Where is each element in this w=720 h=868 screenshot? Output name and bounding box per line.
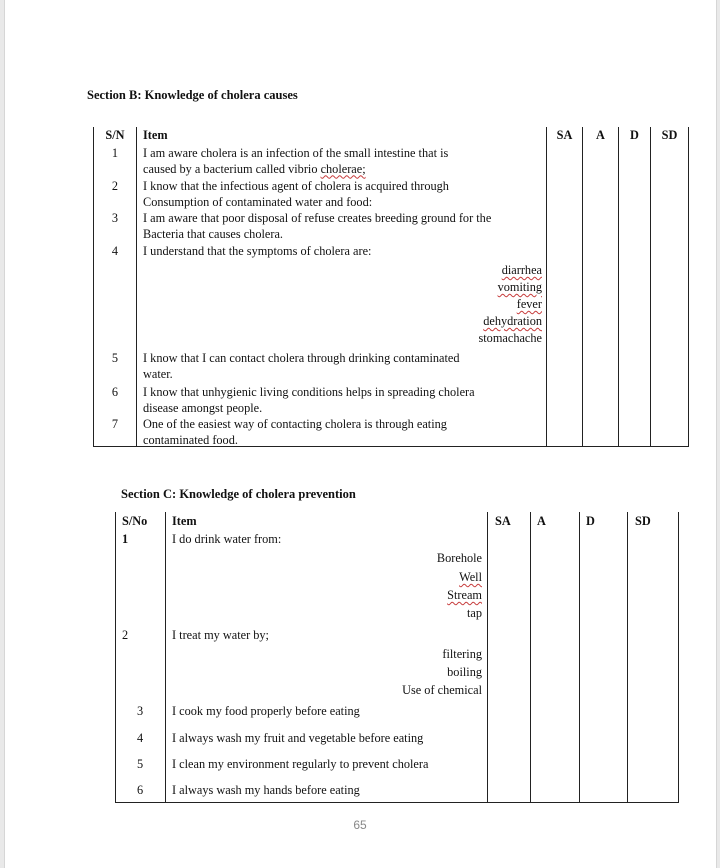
item-text: disease amongst people. [143, 400, 263, 415]
row-number: 4 [111, 244, 119, 258]
row-number: 2 [122, 628, 129, 642]
header-sa: SA [556, 128, 573, 142]
item-text: I am aware cholera is an infection of the small intestine that is [143, 146, 449, 160]
symptom-option: dehydration [483, 314, 542, 328]
symptom-option: vomiting [497, 280, 542, 294]
table-row: I always wash my hands before eating [172, 783, 360, 797]
table-row [143, 351, 460, 382]
header-d: D [630, 128, 639, 142]
water-source-option: Borehole [436, 551, 482, 565]
item-text: I know that the infectious agent of cholera is acquired through [143, 179, 449, 193]
row-number: 6 [111, 385, 119, 399]
header-sd: SD [661, 128, 678, 142]
table-row [143, 385, 475, 416]
row-number: 7 [111, 417, 119, 431]
header-item: Item [143, 128, 168, 142]
page-number: 65 [353, 818, 367, 832]
item-text: water. [143, 366, 173, 381]
header-sno: S/No [122, 514, 148, 528]
table-row: I do drink water from: [172, 532, 282, 546]
treatment-option: Use of chemical [402, 683, 482, 697]
table-row [143, 179, 449, 210]
item-text: One of the easiest way of contacting cholera is through eating [143, 417, 447, 431]
header-a: A [537, 514, 546, 528]
item-text: contaminated food. [143, 432, 238, 447]
row-number: 1 [111, 146, 119, 160]
item-text: I am aware that poor disposal of refuse creates breeding ground for the [143, 211, 492, 225]
treatment-option: filtering [442, 647, 482, 661]
item-text: I know that unhygienic living conditions helps in spreading cholera [143, 385, 475, 399]
item-text: Bacteria that causes cholera. [143, 226, 283, 241]
row-number: 6 [137, 783, 144, 797]
row-number: 5 [111, 351, 119, 365]
header-sn: S/N [105, 128, 125, 142]
item-text: Consumption of contaminated water and food: [143, 194, 373, 209]
table-row: I cook my food properly before eating [172, 704, 360, 718]
symptom-option: stomachache [478, 331, 542, 345]
header-sa: SA [495, 514, 511, 528]
item-text: I know that I can contact cholera through drinking contaminated [143, 351, 460, 365]
header-d: D [586, 514, 595, 528]
table-row: I clean my environment regularly to prevent cholera [172, 757, 429, 771]
row-number: 4 [137, 731, 144, 745]
row-number: 3 [137, 704, 144, 718]
item-text: caused by a bacterium called vibrio cholerae; [143, 161, 366, 176]
water-source-option: Stream [447, 588, 482, 602]
water-source-option: tap [466, 606, 482, 620]
table-row [143, 211, 491, 242]
symptom-option: diarrhea [501, 263, 542, 277]
header-item: Item [172, 514, 197, 528]
table-row [143, 146, 448, 177]
table-row: I always wash my fruit and vegetable before eating [172, 731, 424, 745]
header-sd: SD [635, 514, 651, 528]
symptom-option: fever [516, 297, 542, 311]
header-a: A [596, 128, 605, 142]
table-row: I treat my water by; [172, 628, 269, 642]
section-b-title: Section B: Knowledge of cholera causes [87, 88, 298, 102]
table-row [143, 417, 447, 448]
row-number: 3 [111, 211, 119, 225]
treatment-option: boiling [447, 665, 482, 679]
row-number: 2 [111, 179, 119, 193]
water-source-option: Well [459, 570, 482, 584]
row-number: 5 [137, 757, 144, 771]
table-row: I understand that the symptoms of cholera are: [143, 244, 372, 258]
row-number: 1 [122, 532, 129, 546]
section-c-title: Section C: Knowledge of cholera prevention [121, 487, 356, 501]
